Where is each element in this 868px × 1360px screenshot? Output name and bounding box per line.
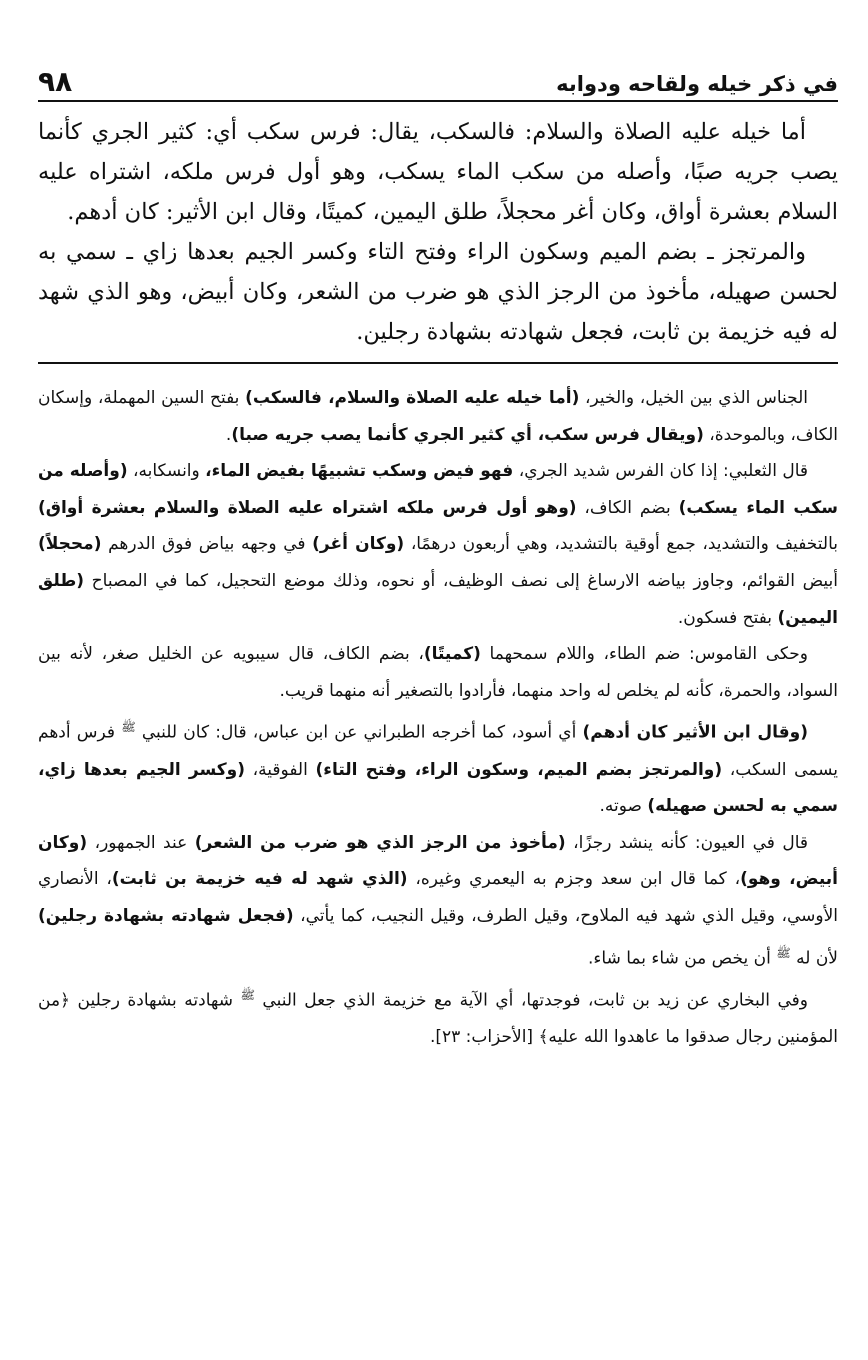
quoted-text: (وكان أغر): [312, 534, 405, 555]
text-run: صوته.: [599, 796, 648, 817]
page-number: ٩٨: [38, 65, 73, 98]
main-text-paragraph-1: أما خيله عليه الصلاة والسلام: فالسكب، يقال: فرس سكب أي: كثير الجري كأنما يصب جريه صبًا، وأصله من سكب الماء يسكب، وهو أول فرس ملكه، اشتراه عليه السلام بعشرة أواق، وكان أغر محجلاً، طلق اليمين، كميتًا، وقال ابن الأثير: كان أدهم.: [38, 119, 838, 225]
text-run: وفي البخاري عن زيد بن ثابت، فوجدتها، أي الآية مع خزيمة الذي جعل النبي: [254, 990, 808, 1011]
text-run: عند الجمهور،: [87, 832, 195, 853]
text-run: فرس أدهم يسمى السكب،: [38, 723, 838, 780]
quoted-text: (مأخوذ من الرجز الذي هو ضرب من الشعر): [194, 832, 566, 853]
text-run: شهادته بشهادة رجلين: [70, 990, 241, 1011]
quoted-text: (وهو أول فرس ملكه اشتراه عليه الصلاة والسلام بعشرة أواق): [38, 497, 577, 518]
text-run: أن يخص من شاء بما شاء.: [588, 948, 777, 969]
main-text: [38, 112, 838, 352]
quoted-text: (محجلاً): [38, 534, 102, 555]
commentary-paragraph-5: [38, 825, 838, 977]
text-run: ، بضم الكاف، قال سيبويه عن الخليل صغر، لأنه بين السواد، والحمرة، كأنه لم يخلص له واحد منهما، فأرادوا بالتصغير أنه منهما قريب.: [38, 644, 838, 701]
quran-close-bracket: ﴾: [538, 1027, 549, 1048]
quoted-text: (الذي شهد له فيه خزيمة بن ثابت): [111, 869, 408, 890]
text-run: بفتح فسكون.: [677, 607, 778, 628]
section-divider: [38, 362, 838, 364]
text-run: لأن له: [790, 948, 838, 969]
salawat-glyph: ﷺ: [121, 720, 136, 735]
text-run: .: [225, 424, 232, 445]
running-title: في ذكر خيله ولقاحه ودوابه: [556, 72, 838, 96]
text-run: قال في العيون: كأنه ينشد رجزًا،: [565, 832, 809, 853]
text-run: الفوقية،: [245, 759, 316, 780]
text-run: أبيض القوائم، وجاوز بياضه الارساغ إلى نصف الوظيف، أو نحوه، وذلك موضع التحجيل، كما في المصباح: [84, 570, 838, 591]
commentary-paragraph-3: [38, 636, 838, 709]
text-run: الجناس الذي بين الخيل، والخير،: [579, 388, 809, 408]
quoted-text: (وكسر الجيم بعدها زاي، سمي به لحسن صهيله): [38, 759, 838, 817]
page-header: [38, 56, 838, 102]
quoted-text: (ويقال فرس سكب، أي كثير الجري كأنما يصب جريه صبا): [231, 424, 704, 445]
text-run: ، كما قال ابن سعد وجزم به اليعمري وغيره،: [407, 869, 741, 890]
salawat-glyph: ﷺ: [240, 987, 255, 1002]
text-run: أي أسود، كما أخرجه الطبراني عن ابن عباس، قال: كان للنبي: [135, 723, 583, 743]
text-run: وانسكابه،: [127, 461, 206, 482]
commentary-paragraph-1: [38, 380, 838, 453]
text-run: ، الأنصاري الأوسي، وقيل الذي شهد فيه الملاوح، وقيل الطرف، وقيل النجيب، كما يأتي،: [38, 869, 839, 926]
text-run: في وجهه بياض فوق الدرهم: [101, 534, 313, 555]
quran-open-bracket: ﴿: [60, 990, 71, 1011]
quoted-text: (وقال ابن الأثير كان أدهم): [582, 723, 808, 743]
quoted-text: (فجعل شهادته بشهادة رجلين): [38, 905, 294, 926]
quoted-text: فهو فيض وسكب تشبيهًا بفيض الماء،: [205, 461, 514, 482]
text-run: بالتخفيف والتشديد، جمع أوقية بالتشديد، وهي أربعون درهمًا،: [404, 534, 838, 555]
quoted-text: (أما خيله عليه الصلاة والسلام، فالسكب): [245, 388, 580, 408]
quoted-text: (وكان أبيض، وهو): [38, 832, 838, 890]
commentary: [38, 380, 838, 1056]
text-run: بفتح السين المهملة، وإسكان الكاف، وبالموحدة،: [38, 388, 838, 445]
quoted-text: (وأصله من سكب الماء يسكب): [38, 461, 838, 518]
text-run: بضم الكاف،: [576, 497, 679, 518]
text-run: قال الثعلبي: إذا كان الفرس شديد الجري،: [513, 461, 809, 482]
text-run: وحكى القاموس: ضم الطاء، واللام سمحهما: [480, 644, 808, 665]
quoted-text: (طلق اليمين): [38, 570, 838, 628]
main-text-paragraph-2: والمرتجز ـ بضم الميم وسكون الراء وفتح التاء وكسر الجيم بعدها زاي ـ سمي به لحسن صهيله، مأخوذ من الرجز الذي هو ضرب من الشعر، وكان أبيض، وهو الذي شهد له فيه خزيمة بن ثابت، فجعل شهادته بشهادة رجلين.: [38, 239, 838, 345]
salawat-glyph: ﷺ: [776, 945, 791, 960]
verse-reference: [الأحزاب: ٢٣].: [429, 1027, 539, 1048]
quran-verse: من المؤمنين رجال صدقوا ما عاهدوا الله عليه: [38, 990, 838, 1048]
book-page: [38, 56, 838, 1056]
quoted-text: (كميتًا): [423, 644, 481, 665]
commentary-paragraph-6: [38, 977, 838, 1056]
commentary-paragraph-2: [38, 453, 838, 636]
quoted-text: (والمرتجز بضم الميم، وسكون الراء، وفتح التاء): [315, 759, 723, 780]
commentary-paragraph-4: [38, 709, 838, 824]
